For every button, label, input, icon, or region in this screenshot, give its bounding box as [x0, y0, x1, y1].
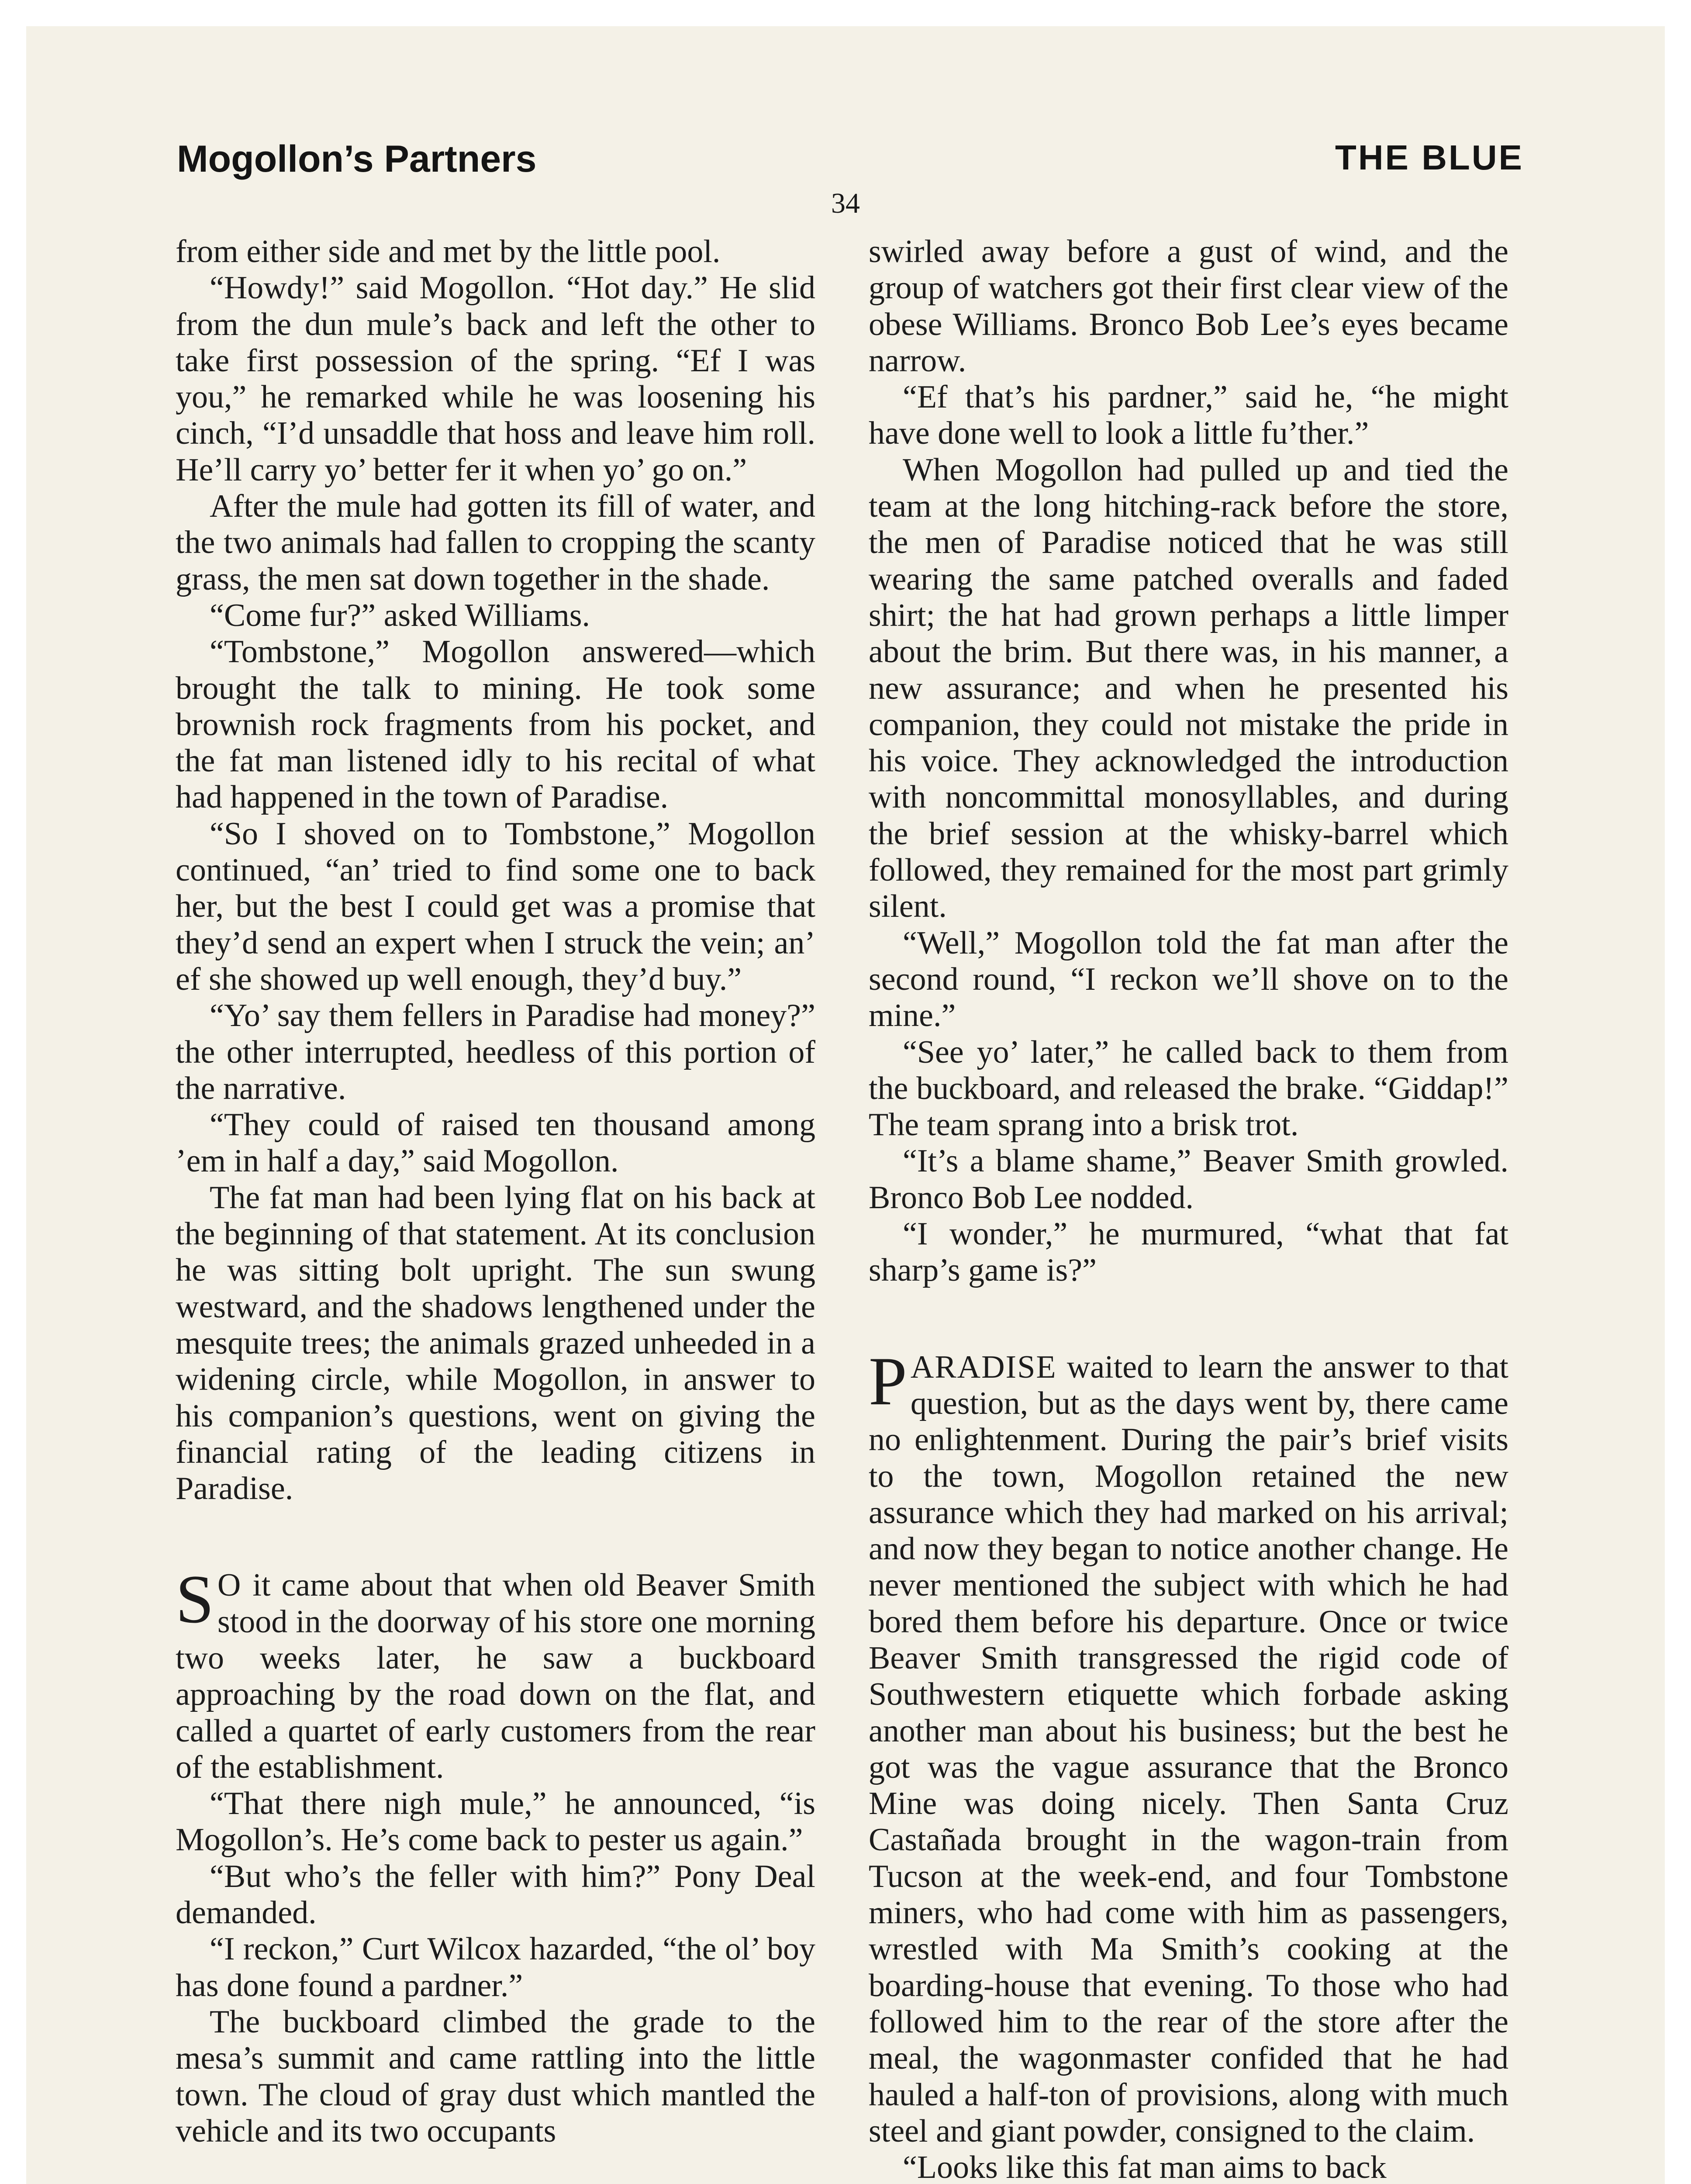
paragraph: “That there nigh mule,” he announced, “is Mogollon’s. He’s come back to pester us again.”: [176, 1786, 815, 1858]
paragraph: “They could of raised ten thousand among ’em in half a day,” said Mogollon.: [176, 1107, 815, 1179]
section-opening-paragraph: [869, 1343, 1508, 2150]
paragraph: “Ef that’s his pardner,” said he, “he might have done well to look a little fu’ther.”: [869, 379, 1508, 452]
paragraph: “Howdy!” said Mogollon. “Hot day.” He slid from the dun mule’s back and left the other to take first possession of the spring. “Ef I was you,” he remarked while he was loosening his cinch, “I’d unsaddle that hoss and leave him roll. He’ll carry yo’ better fer it when yo’ go on.”: [176, 270, 815, 488]
paragraph: The fat man had been lying flat on his back at the beginning of that statement. At its conclusion he was sitting bolt upright. The sun swung westward, and the shadows lengthened under the mesquite trees; the animals grazed unheeded in a widening circle, while Mogollon, in answer to his companion’s questions, went on giving the financial rating of the leading citizens in Paradise.: [176, 1179, 815, 1507]
magazine-page: [26, 26, 1665, 2184]
section-opening-paragraph: [176, 1561, 815, 1786]
paragraph: “So I shoved on to Tombstone,” Mogollon continued, “an’ tried to find some one to back her, but the best I could get was a promise that they’d send an expert when I struck the vein; an’ ef she showed up well enough, they’d buy.”: [176, 816, 815, 997]
paragraph: When Mogollon had pulled up and tied the team at the long hitching-rack before the store, the men of Paradise noticed that he was still wearing the same patched overalls and faded shirt; the hat had grown perhaps a little limper about the brim. But there was, in his manner, a new assurance; and when he presented his companion, they could not mistake the pride in his voice. They acknowledged the introduction with noncommittal monosyllables, and during the brief session at the whisky-barrel which followed, they remained for the most part grimly silent.: [869, 452, 1508, 925]
paragraph: “I reckon,” Curt Wilcox hazarded, “the ol’ boy has done found a pardner.”: [176, 1931, 815, 2004]
paragraph-text: it came about that when old Beaver Smith stood in the doorway of his store one morning two weeks later, he saw a buckboard approaching by the road down on the flat, and called a quartet of early customers from the rear of the establishment.: [176, 1567, 815, 1785]
right-column: [869, 234, 1508, 2184]
paragraph: “Looks like this fat man aims to back: [903, 2149, 1387, 2184]
paragraph-text: waited to learn the answer to that question, but as the days went by, there came no enlightenment. During the pair’s brief visits to the town, Mogollon retained the new assurance which they had marked on his arrival; and now they began to notice another change. He never mentioned the subject with which he had bored them before his departure. Once or twice Beaver Smith transgressed the rigid code of Southwestern etiquette which forbade asking another man about his business; but the best he got was the vague assurance that the Bronco Mine was doing nicely. Then Santa Cruz Castañada brought in the wagon-train from Tucson at the week-end, and four Tombstone miners, who had come with him as passengers, wrestled with Ma Smith’s cooking at the boarding-house that evening. To those who had followed him to the rear of the store after the meal, the wagonmaster confided that he had hauled a half-ton of provisions, along with much steel and giant powder, consigned to the claim.: [869, 1349, 1508, 2149]
magazine-title: THE BLUE: [1335, 138, 1524, 177]
paragraph: “Come fur?” asked Williams.: [210, 597, 590, 633]
story-title: Mogollon’s Partners: [177, 138, 537, 180]
drop-cap: S: [176, 1561, 214, 1638]
paragraph: “Tombstone,” Mogollon answered—which brought the talk to mining. He took some brownish rock fragments from his pocket, and the fat man listened idly to his recital of what had happened in the town of Paradise.: [176, 634, 815, 816]
lead-word: O: [217, 1567, 242, 1603]
paragraph: “Yo’ say them fellers in Paradise had money?” the other interrupted, heedless of this portion of the narrative.: [176, 998, 815, 1106]
paragraph: After the mule had gotten its fill of water, and the two animals had fallen to cropping the scanty grass, the men sat down together in the shade.: [176, 488, 815, 597]
page-number: 34: [831, 187, 860, 219]
paragraph: “See yo’ later,” he called back to them from the buckboard, and released the brake. “Giddap!” The team sprang into a brisk trot.: [869, 1034, 1508, 1143]
paragraph: “It’s a blame shame,” Beaver Smith growled. Bronco Bob Lee nodded.: [869, 1143, 1508, 1216]
paragraph: swirled away before a gust of wind, and the group of watchers got their first clear view of the obese Williams. Bronco Bob Lee’s eyes became narrow.: [869, 234, 1508, 379]
lead-word: ARADISE: [910, 1349, 1057, 1385]
paragraph: from either side and met by the little pool.: [176, 234, 721, 270]
paragraph: The buckboard climbed the grade to the mesa’s summit and came rattling into the little town. The cloud of gray dust which mantled the vehicle and its two occupants: [176, 2004, 815, 2149]
paragraph: “I wonder,” he murmured, “what that fat sharp’s game is?”: [869, 1216, 1508, 1289]
drop-cap: P: [869, 1343, 907, 1420]
paragraph: “Well,” Mogollon told the fat man after the second round, “I reckon we’ll shove on to the mine.”: [869, 925, 1508, 1034]
left-column: [176, 234, 815, 2149]
paragraph: “But who’s the feller with him?” Pony Deal demanded.: [176, 1858, 815, 1931]
